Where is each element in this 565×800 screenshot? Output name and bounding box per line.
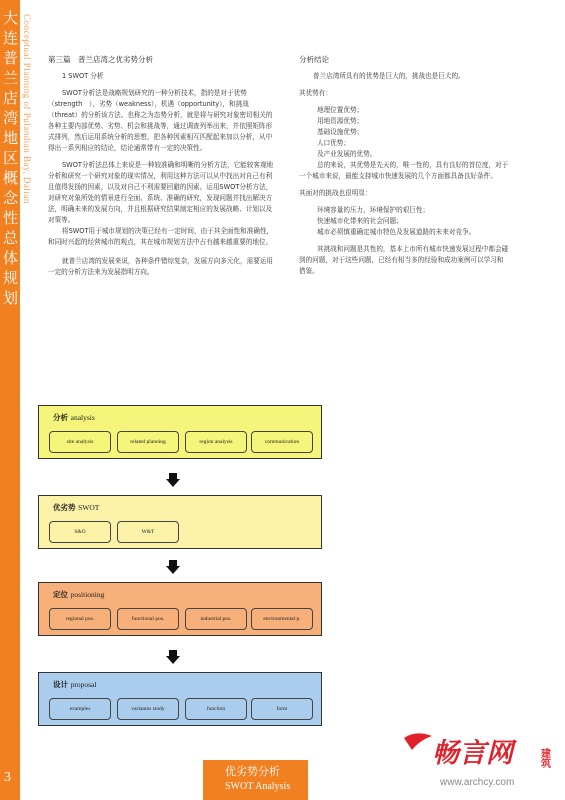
stage-title: 设计 proposal [53,680,97,689]
item-pill: variantes study [117,698,179,720]
intro-text: 普兰店湾所具有的优势是巨大的，挑战也是巨大的。 [313,72,465,80]
list-item: 环境容量的压力，环境保护的艰巨性； [317,206,430,214]
list-item: 及产业发展的优势。 [317,150,377,158]
stage-title: 优劣势 SWOT [53,503,100,512]
item-pill: industrial pos. [185,608,247,630]
down-arrow-icon [166,650,180,664]
item-pill: function [185,698,247,720]
item-pill: W&T [117,521,179,543]
list-item: 快速城市化带来的社会问题； [317,217,403,225]
list-item: 地理位置优势； [317,106,364,114]
paragraph: SWOT分析法总体上来说是一种较准确和明晰的分析方法，它能较客观地分析和研究一个研究对象的现实情况，利用这种方法可以从中找出对自己有利且值得发扬的因素，以及对自己不利需要回避的因素。运用SWOT分析方法，对研究对象所处的情景进行全面、系统、准确的研究，发现问题并找出解决方法，明确未来的发展方向，并且根据研究结果制定相应的发展战略、计划以及对策等。 [48,161,274,224]
item-pill: related planning [117,431,179,453]
challenges-label: 其面对的挑战也很明显： [299,189,372,197]
item-pill: communication [251,431,313,453]
list-item: 城市必须慎重确定城市特色及发展道路的未来对竞争。 [317,228,476,236]
list-item: 人口优势； [317,139,350,147]
logo-swoosh-icon [404,733,432,750]
page-number: 3 [4,770,11,785]
footer-title-cn: 优劣势分析 [225,765,280,778]
summary-text: 总的来说，其优势是先天的，唯一性的，具有良好的首位度，对于一个城市来说，最能支持城市快速发展的几个方面都具备良好条件。 [299,161,509,180]
stage-swot [38,495,322,549]
conclusion-text: 其挑战和问题是共性的，基本上市所有城市快速发展过程中都会碰到的问题，对于这些问题，已经有相当多的经验和成功案例可以学习和借鉴。 [299,245,509,275]
item-pill: regional pos. [49,608,111,630]
down-arrow-icon [166,473,180,487]
stage-title: 定位 positioning [53,590,105,599]
logo-badge: 建筑 [538,748,550,768]
challenges-list [299,205,509,238]
item-pill: environmental p. [251,608,313,630]
stage-positioning [38,582,322,636]
item-pill: S&O [49,521,111,543]
item-pill: region analysis [185,431,247,453]
paragraph: SWOT分析法是战略规划研究的一种分析技术，指的是对于优势（strength ），劣势（weakness），机遇（opportunity），和挑战（threat）的分析该方法。也称之为态势分析，就是将与研究对象密切相关的各种主要内部优势、劣势、机会和挑战等，通过调查列举出来，并依照矩阵形式排列，然后运用系统分析的思想，把各种因素相互匹配起来加以分析，从中得出一系列相应的结论，结论通常带有一定的决策性。 [48,89,273,152]
sidebar-subtitle: Conceptual Planning of Pulandian Bay, Dalian [22,14,32,204]
section-heading: 第三篇 普兰店湾之优劣势分析 [48,55,153,64]
logo-text: 畅言网 [432,738,513,769]
list-item: 基础设施优势； [317,128,364,136]
down-arrow-icon [166,560,180,574]
paragraph: 就普兰店湾的发展来说，各种条件错综复杂，发展方向多元化，需要运用一定的分析方法来为发展指明方向。 [48,257,273,276]
item-pill: site analysis [49,431,111,453]
stage-proposal [38,672,322,726]
item-pill: examples [49,698,111,720]
stage-title: 分析 analysis [53,413,95,422]
logo-url: www.archcy.com [440,777,515,788]
footer-title-en: SWOT Analysis [225,781,291,792]
strengths-label: 其优势有： [299,89,332,97]
right-column [299,54,509,277]
watermark-logo [398,728,558,776]
paragraph: 将SWOT用于城市规划的决策已经有一定时间，由于其全面性和准确性，和同时兴起的经营城市的观点，其在城市规划方法中占有越来越重要的地位。 [48,227,274,246]
strengths-list [299,105,509,160]
left-column [48,54,276,278]
stage-analysis [38,405,322,459]
sidebar-title: 大连普兰店湾地区概念性总体规划 [3,9,19,307]
list-item: 用地资源优势； [317,117,364,125]
swot-subheading: 1 SWOT 分析 [62,72,104,80]
conclusion-heading: 分析结论 [299,55,329,64]
item-pill: form [251,698,313,720]
item-pill: functional pos. [117,608,179,630]
